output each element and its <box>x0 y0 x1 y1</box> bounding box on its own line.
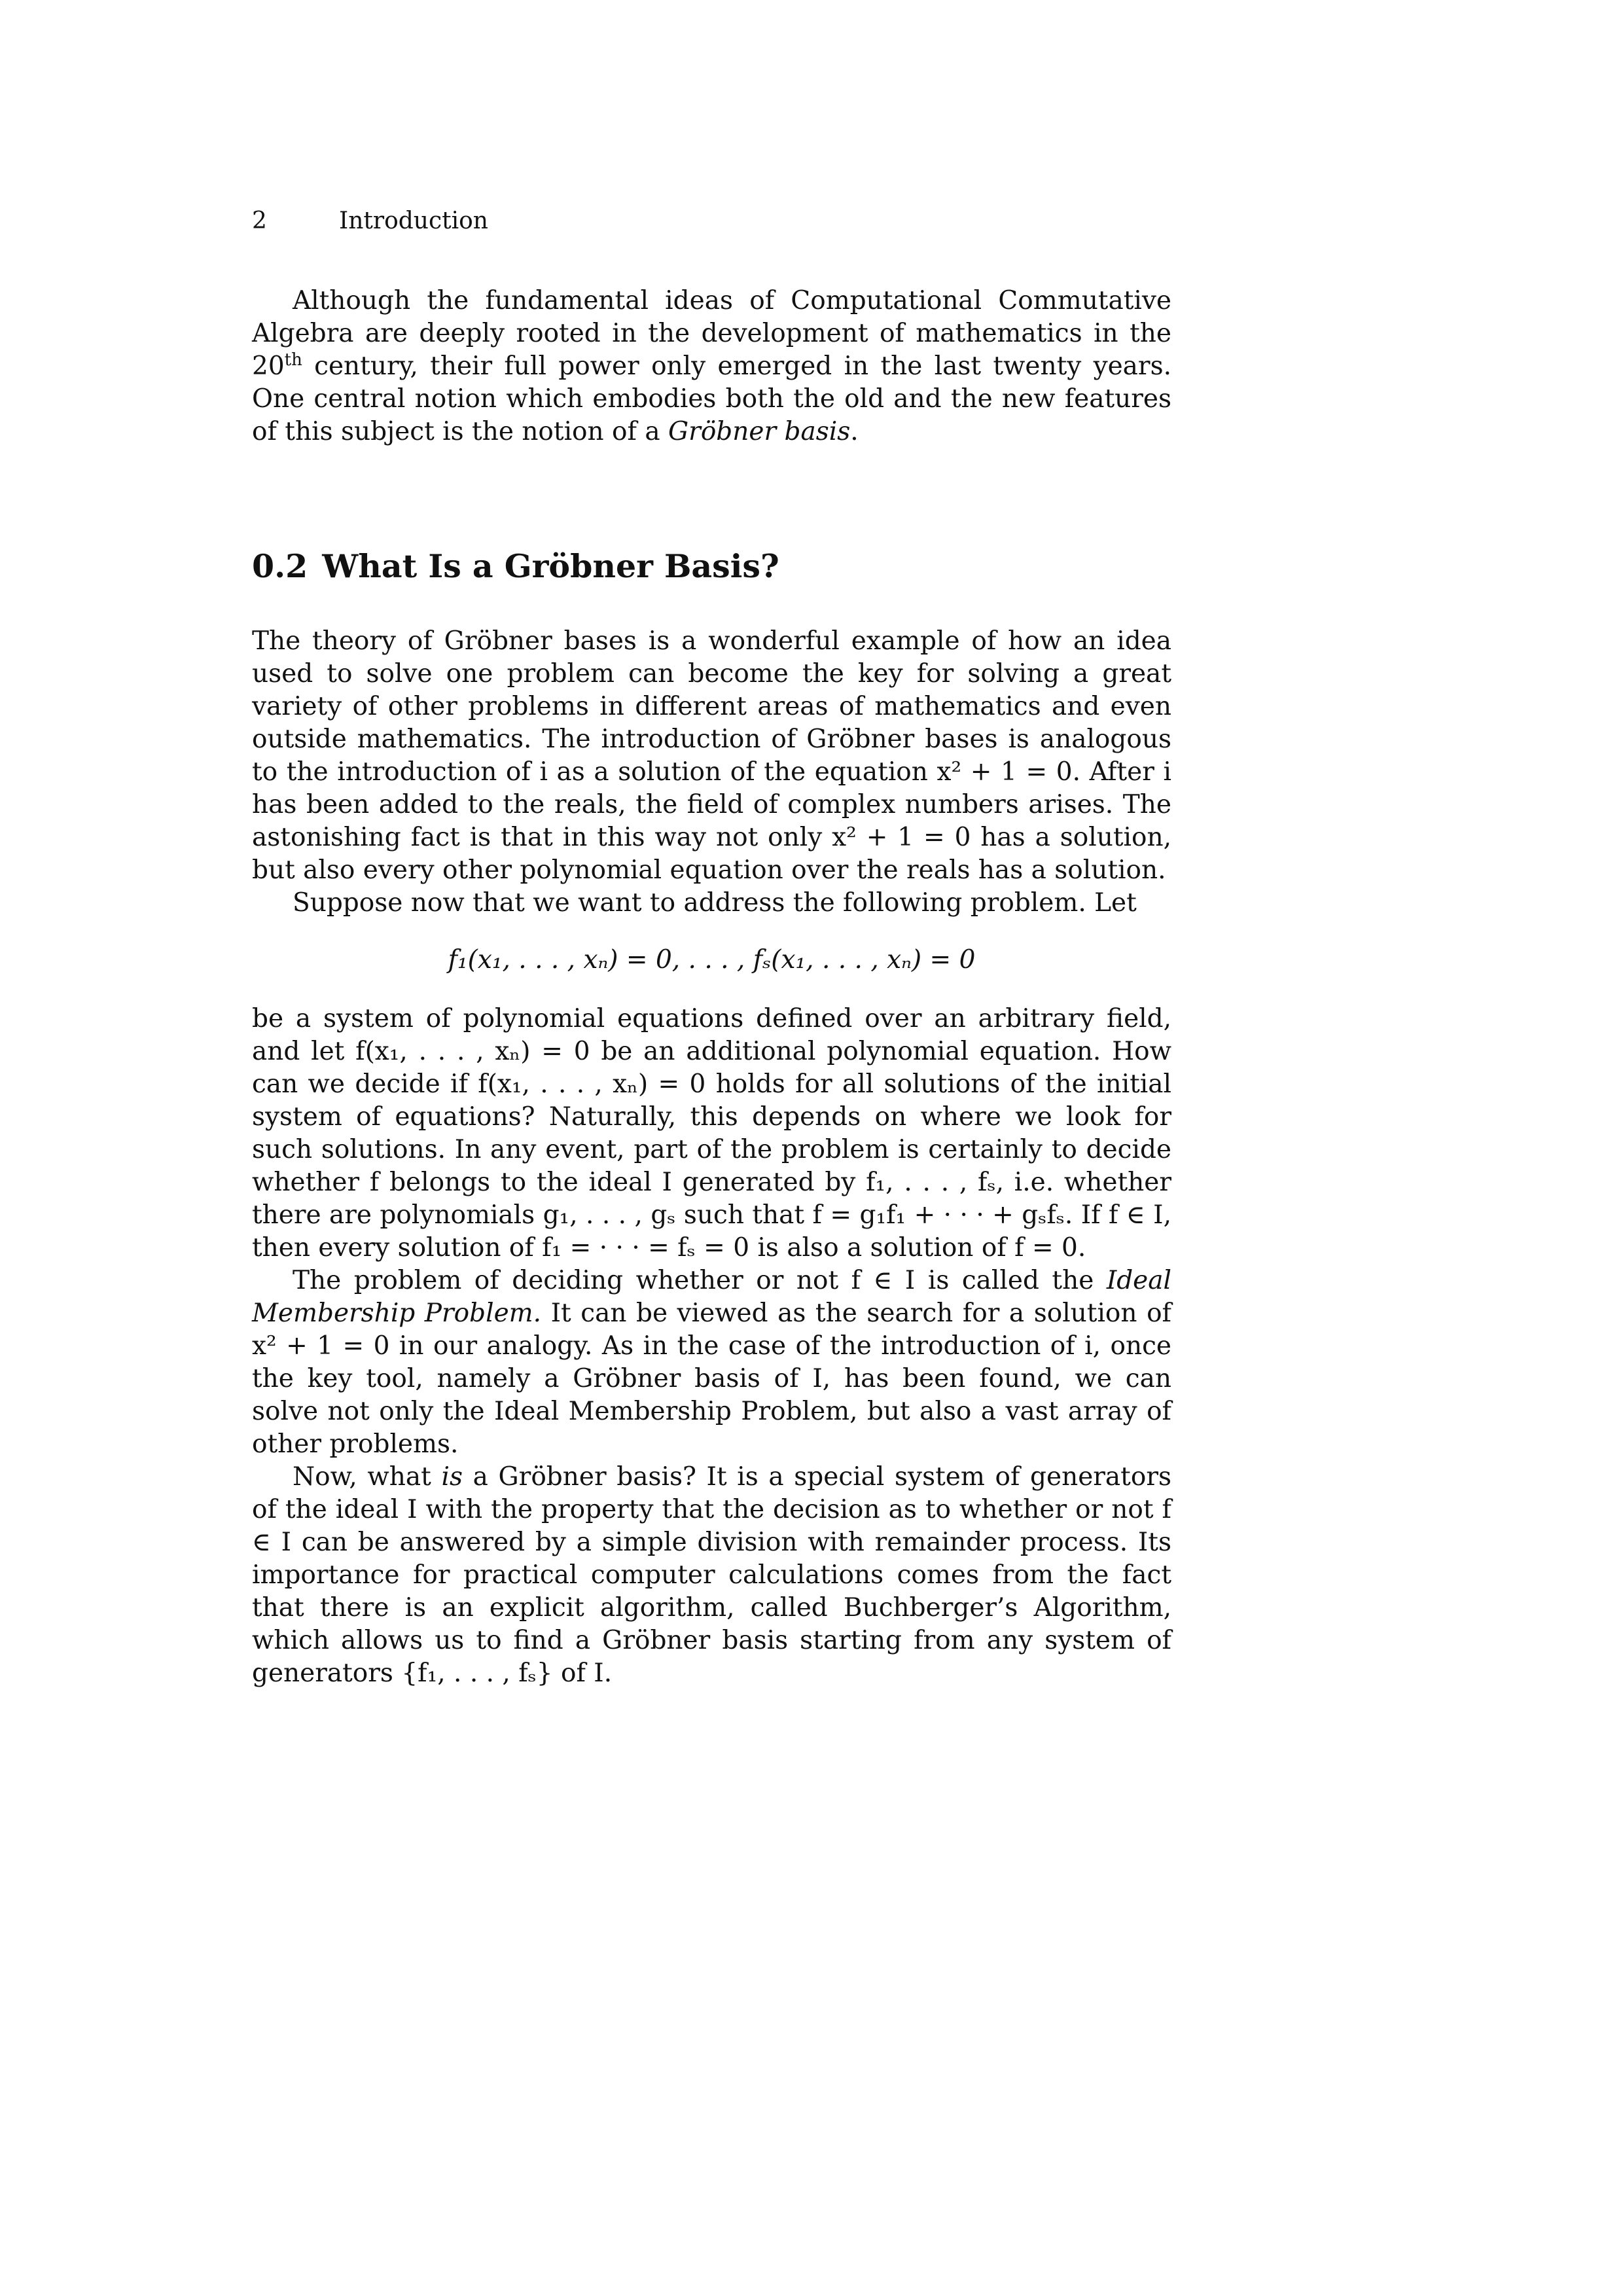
paragraph-definition <box>252 1461 1171 1690</box>
chapter-title: Introduction <box>339 207 488 234</box>
emphasis-is: is <box>441 1462 463 1492</box>
intro-text-middle: century, their full power only emerged in the last twenty years. One central notion which embodies both the old and the new features of this subject is the notion of a <box>252 351 1171 446</box>
definition-text-end: a Gröbner basis? It is a special system of generators of the ideal I with the property that the decision as to whether or not f ∈ I can be answered by a simple division with remainder process. Its importance for practical computer calculations comes from the fact that there is an explicit algorithm, called Buchberger’s Algorithm, which allows us to find a Gröbner basis starting from any system of generators {f₁, . . . , fₛ} of I. <box>252 1462 1171 1688</box>
section-title: What Is a Gröbner Basis? <box>322 547 779 585</box>
emphasis-grobner-basis: Gröbner basis <box>668 417 851 446</box>
membership-text-start: The problem of deciding whether or not f ∈ I is called the <box>293 1266 1107 1295</box>
emphasis-ideal-membership: Ideal Membership Problem. <box>252 1266 1171 1328</box>
paragraph-analogy: The theory of Gröbner bases is a wonderful example of how an idea used to solve one problem can become the key for solving a great variety of other problems in different areas of mathematics and even outside mathematics. The introduction of Gröbner bases is analogous to the introduction of i as a solution of the equation x² + 1 = 0. After i has been added to the reals, the field of complex numbers arises. The astonishing fact is that in this way not only x² + 1 = 0 has a solution, but also every other polynomial equation over the reals has a solution. <box>252 626 1171 885</box>
intro-paragraph-block <box>252 285 1171 448</box>
running-head <box>252 207 488 236</box>
intro-paragraph <box>252 285 1171 448</box>
superscript-th: th <box>284 350 302 370</box>
paragraph-system: be a system of polynomial equations defined over an arbitrary field, and let f(x₁, . . . , xₙ) = 0 be an additional polynomial equation. How can we decide if f(x₁, . . . , xₙ) = 0 holds for all solutions of the initial system of equations? Naturally, this depends on where we look for such solutions. In any event, part of the problem is certainly to decide whether f belongs to the ideal I generated by f₁, . . . , fₛ, i.e. whether there are polynomials g₁, . . . , gₛ such that f = g₁f₁ + · · · + gₛfₛ. If f ∈ I, then every solution of f₁ = · · · = fₛ = 0 is also a solution of f = 0. <box>252 1004 1171 1263</box>
display-equation: f₁(x₁, . . . , xₙ) = 0, . . . , fₛ(x₁, . . . , xₙ) = 0 <box>448 945 976 975</box>
body-block-1 <box>252 625 1171 920</box>
membership-text-end: It can be viewed as the search for a solution of x² + 1 = 0 in our analogy. As in the case of the introduction of i, once the key tool, namely a Gröbner basis of I, has been found, we can solve not only the Ideal Membership Problem, but also a vast array of other problems. <box>252 1299 1171 1459</box>
intro-text-end: . <box>850 417 859 446</box>
intro-text-start: Although the fundamental ideas of Computational Commutative Algebra are deeply rooted in the development of mathematics in the 20 <box>252 286 1171 381</box>
page-number: 2 <box>252 207 267 234</box>
paragraph-membership <box>252 1265 1171 1461</box>
definition-text-start: Now, what <box>293 1462 442 1492</box>
section-number: 0.2 <box>252 547 308 585</box>
section-heading <box>252 547 779 586</box>
body-block-2 <box>252 1003 1171 1690</box>
paragraph-problem-intro: Suppose now that we want to address the following problem. Let <box>293 888 1137 918</box>
